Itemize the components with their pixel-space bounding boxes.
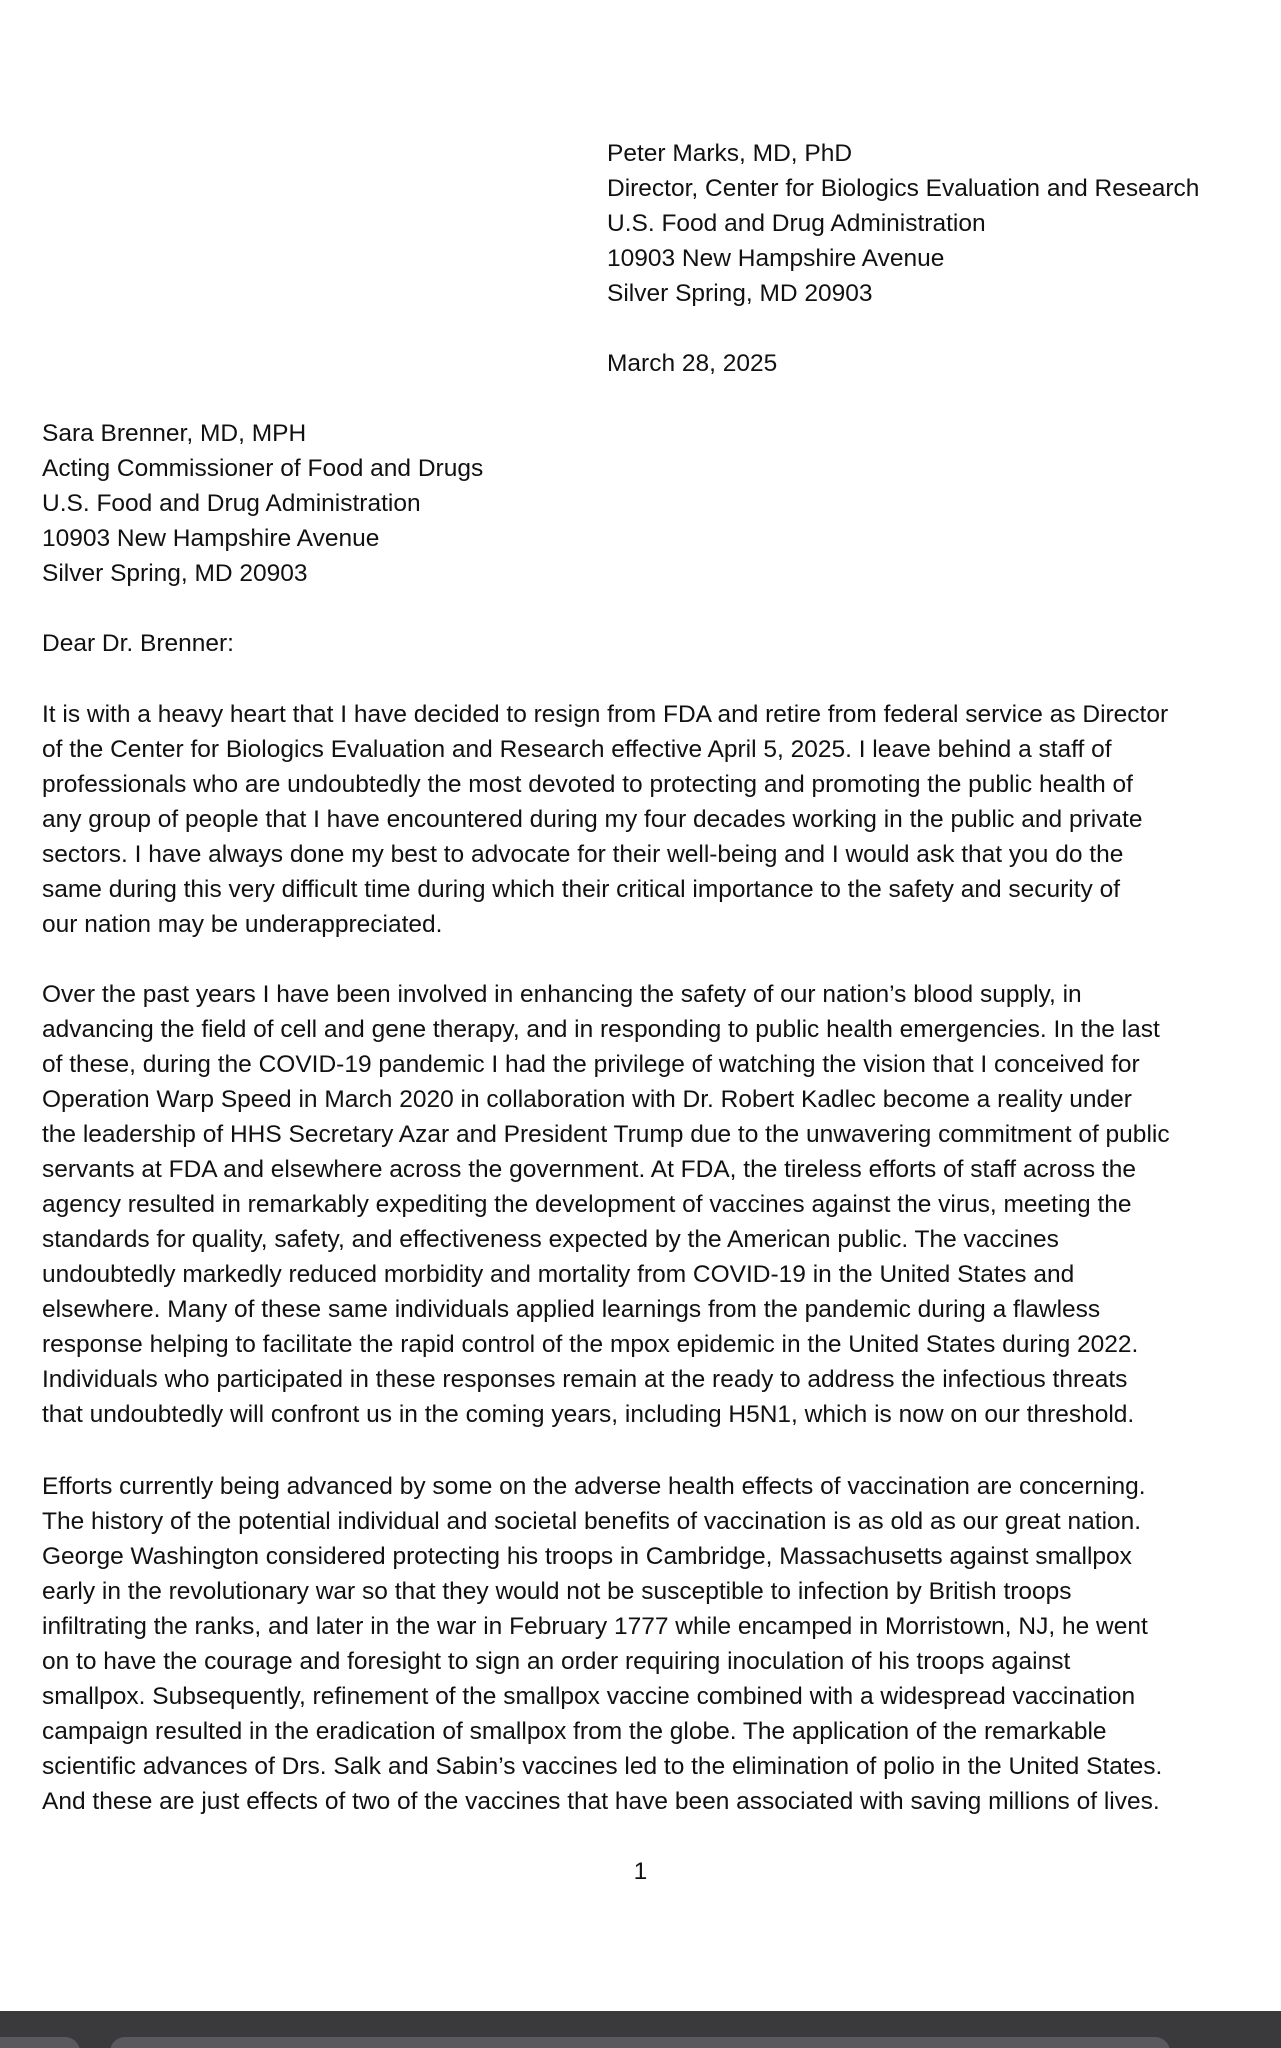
body-line: any group of people that I have encountered during my four decades working in the public and private [42,806,1143,833]
paragraph-vaccination-history [42,1469,1162,1819]
body-line: Over the past years I have been involved in enhancing the safety of our nation’s blood supply, in [42,981,1082,1008]
letter-date [607,346,777,381]
body-line: sectors. I have always done my best to advocate for their well-being and I would ask that you do the [42,841,1124,868]
sender-line: Director, Center for Biologics Evaluation and Research [607,175,1200,202]
page-number: 1 [633,1858,648,1885]
sender-address [607,136,1199,311]
body-line: standards for quality, safety, and effectiveness expected by the American public. The vaccines [42,1226,1059,1253]
body-line: same during this very difficult time during which their critical importance to the safety and security of [42,876,1121,903]
recipient-line: U.S. Food and Drug Administration [42,490,421,517]
body-line: George Washington considered protecting his troops in Cambridge, Massachusetts against smallpox [42,1543,1132,1570]
body-line: Operation Warp Speed in March 2020 in collaboration with Dr. Robert Kadlec become a reality under [42,1086,1132,1113]
body-line: scientific advances of Drs. Salk and Sabin’s vaccines led to the elimination of polio in the United States. [42,1753,1163,1780]
body-line: that undoubtedly will confront us in the coming years, including H5N1, which is now on our threshold. [42,1401,1135,1428]
recipient-address [42,416,483,591]
paragraph-accomplishments [42,977,1170,1432]
body-line: the leadership of HHS Secretary Azar and President Trump due to the unwavering commitment of public [42,1121,1170,1148]
body-line: on to have the courage and foresight to sign an order requiring inoculation of his troops against [42,1648,1071,1675]
body-line: advancing the field of cell and gene therapy, and in responding to public health emergencies. In the last [42,1016,1160,1043]
body-line: campaign resulted in the eradication of smallpox from the globe. The application of the remarkable [42,1718,1107,1745]
recipient-line: 10903 New Hampshire Avenue [42,525,380,552]
salutation-text: Dear Dr. Brenner: [42,630,234,657]
paragraph-resignation [42,697,1168,942]
body-line: smallpox. Subsequently, refinement of the smallpox vaccine combined with a widespread vaccination [42,1683,1136,1710]
body-line: servants at FDA and elsewhere across the government. At FDA, the tireless efforts of staff across the [42,1156,1136,1183]
body-line: our nation may be underappreciated. [42,911,443,938]
body-line: infiltrating the ranks, and later in the war in February 1777 while encamped in Morristown, NJ, he went [42,1613,1148,1640]
body-line: response helping to facilitate the rapid control of the mpox epidemic in the United States during 2022. [42,1331,1139,1358]
toolbar-pill-left[interactable] [0,2037,80,2048]
toolbar-pill-main[interactable] [110,2037,1170,2048]
body-line: agency resulted in remarkably expediting the development of vaccines against the virus, meeting the [42,1191,1132,1218]
bottom-toolbar [0,2011,1281,2048]
salutation [42,626,234,661]
body-line: The history of the potential individual and societal benefits of vaccination is as old as our great nation. [42,1508,1142,1535]
body-line: professionals who are undoubtedly the most devoted to protecting and promoting the public health of [42,771,1133,798]
recipient-line: Silver Spring, MD 20903 [42,560,308,587]
body-line: And these are just effects of two of the vaccines that have been associated with saving millions of lives. [42,1788,1160,1815]
sender-line: Peter Marks, MD, PhD [607,140,853,167]
body-line: of the Center for Biologics Evaluation and Research effective April 5, 2025. I leave behind a staff of [42,736,1112,763]
body-line: Individuals who participated in these responses remain at the ready to address the infectious threats [42,1366,1128,1393]
body-line: early in the revolutionary war so that they would not be susceptible to infection by British troops [42,1578,1072,1605]
recipient-line: Sara Brenner, MD, MPH [42,420,307,447]
recipient-line: Acting Commissioner of Food and Drugs [42,455,484,482]
body-line: undoubtedly markedly reduced morbidity and mortality from COVID-19 in the United States and [42,1261,1075,1288]
sender-line: U.S. Food and Drug Administration [607,210,986,237]
sender-line: 10903 New Hampshire Avenue [607,245,945,272]
body-line: of these, during the COVID-19 pandemic I had the privilege of watching the vision that I conceived for [42,1051,1140,1078]
body-line: Efforts currently being advanced by some on the adverse health effects of vaccination are concerning. [42,1473,1146,1500]
sender-line: Silver Spring, MD 20903 [607,280,873,307]
date-text: March 28, 2025 [607,350,778,377]
body-line: It is with a heavy heart that I have decided to resign from FDA and retire from federal service as Director [42,701,1169,728]
body-line: elsewhere. Many of these same individuals applied learnings from the pandemic during a flawless [42,1296,1101,1323]
